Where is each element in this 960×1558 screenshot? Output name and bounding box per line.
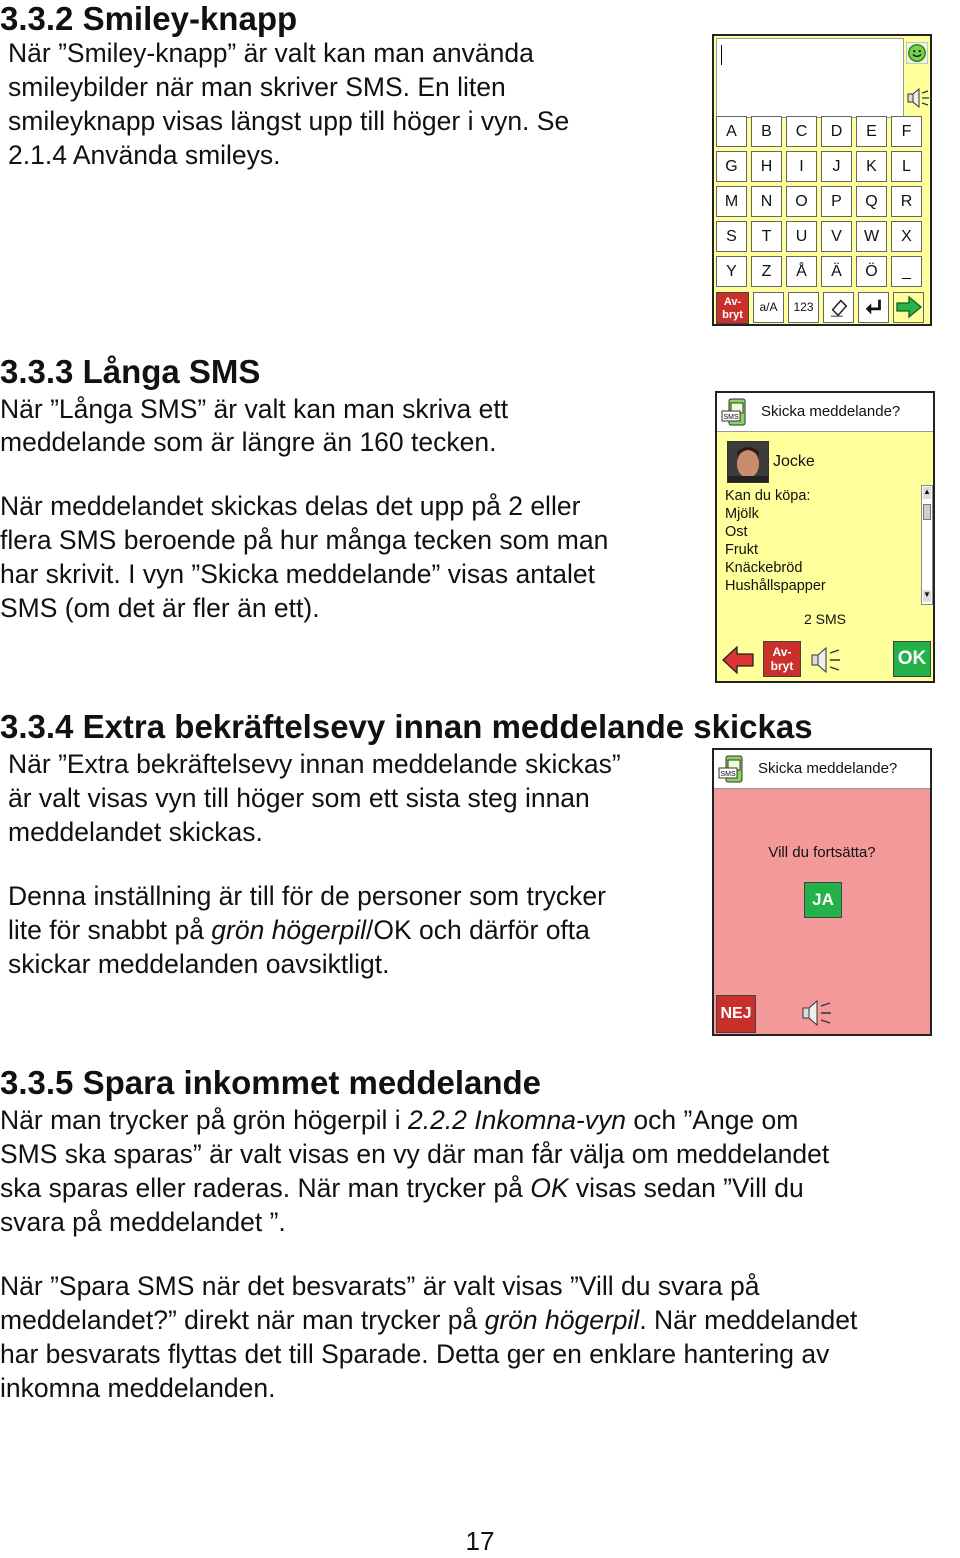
- paragraph-line: 2.1.4 Använda smileys.: [8, 140, 281, 170]
- section-heading: 3.3.5 Spara inkommet meddelande: [0, 1064, 542, 1101]
- letter-key[interactable]: Ö: [856, 256, 887, 287]
- cancel-button[interactable]: Av- bryt: [763, 641, 801, 677]
- letter-key[interactable]: Ä: [821, 256, 852, 287]
- emphasis-text: grön högerpil: [211, 915, 366, 945]
- confirm-question: Vill du fortsätta?: [768, 844, 876, 861]
- letter-key[interactable]: V: [821, 221, 852, 252]
- section-heading: 3.3.2 Smiley-knapp: [0, 0, 298, 37]
- letter-key[interactable]: R: [891, 186, 922, 217]
- contact-avatar: [727, 441, 769, 483]
- text-span: och ”Ange om: [626, 1105, 799, 1135]
- scrollbar[interactable]: [921, 485, 933, 605]
- paragraph-line: När ”Spara SMS när det besvarats” är valt visas ”Vill du svara på: [0, 1271, 760, 1301]
- space-key[interactable]: _: [891, 256, 922, 287]
- sms-phone-icon: [718, 754, 748, 784]
- paragraph-line: När ”Smiley-knapp” är valt kan man använda: [8, 38, 534, 68]
- scroll-up-icon[interactable]: ▲: [923, 487, 931, 499]
- letter-key[interactable]: N: [751, 186, 782, 217]
- svg-text:SMS: SMS: [723, 414, 739, 421]
- confirm-screen: [712, 748, 932, 1036]
- letter-key[interactable]: M: [716, 186, 747, 217]
- paragraph-line: När ”Långa SMS” är valt kan man skriva ett: [0, 394, 509, 424]
- paragraph-line: När meddelandet skickas delas det upp på 2 eller: [0, 491, 581, 521]
- letter-key[interactable]: B: [751, 116, 782, 147]
- yes-button[interactable]: JA: [804, 882, 842, 918]
- paragraph-line: [0, 1171, 804, 1206]
- letter-key[interactable]: D: [821, 116, 852, 147]
- contact-name: Jocke: [773, 453, 815, 470]
- letter-key[interactable]: J: [821, 151, 852, 182]
- enter-key[interactable]: [858, 292, 889, 323]
- screen-title: Skicka meddelande?: [761, 403, 901, 420]
- svg-text:SMS: SMS: [720, 771, 736, 778]
- case-toggle-key[interactable]: a/A: [753, 292, 784, 323]
- letter-key[interactable]: Z: [751, 256, 782, 287]
- paragraph-line: skickar meddelanden oavsiktligt.: [8, 949, 390, 979]
- message-line: Hushållspapper: [725, 578, 826, 594]
- section-heading: 3.3.4 Extra bekräftelsevy innan meddelande skickas: [0, 708, 813, 745]
- letter-key[interactable]: W: [856, 221, 887, 252]
- speaker-icon[interactable]: [800, 998, 834, 1028]
- avatar-photo-icon: [728, 442, 768, 482]
- scroll-down-icon[interactable]: ▼: [923, 590, 931, 602]
- text-span: meddelandet?” direkt när man trycker på: [0, 1305, 485, 1335]
- page-number: 17: [465, 1526, 495, 1556]
- sms-count: 2 SMS: [803, 611, 846, 627]
- letter-key[interactable]: Y: [716, 256, 747, 287]
- paragraph-line: har besvarats flyttas det till Sparade. Detta ger en enklare hantering av: [0, 1339, 830, 1369]
- paragraph-line: SMS (om det är fler än ett).: [0, 593, 320, 623]
- green-right-arrow-icon: [895, 295, 923, 319]
- paragraph-line: smileybilder när man skriver SMS. En liten: [8, 72, 506, 102]
- screen-header: [714, 750, 930, 789]
- letter-key[interactable]: C: [786, 116, 817, 147]
- letter-key[interactable]: E: [856, 116, 887, 147]
- screen-title: Skicka meddelande?: [758, 760, 898, 777]
- letter-key[interactable]: I: [786, 151, 817, 182]
- letter-key[interactable]: T: [751, 221, 782, 252]
- paragraph-line: SMS ska sparas” är valt visas en vy där man får välja om meddelandet: [0, 1139, 830, 1169]
- letter-key[interactable]: Q: [856, 186, 887, 217]
- text-span: När man trycker på grön högerpil i: [0, 1105, 408, 1135]
- paragraph-line: När ”Extra bekräftelsevy innan meddelande skickas”: [8, 749, 621, 779]
- letter-key[interactable]: A: [716, 116, 747, 147]
- letter-key[interactable]: U: [786, 221, 817, 252]
- keyboard-screen: [712, 34, 932, 326]
- paragraph-line: meddelandet skickas.: [8, 817, 263, 847]
- text-span: lite för snabbt på: [8, 915, 212, 945]
- emphasis-text: OK: [530, 1173, 569, 1203]
- numbers-key[interactable]: 123: [788, 292, 819, 323]
- text-span: /OK och därför ofta: [366, 915, 590, 945]
- ok-button[interactable]: OK: [893, 641, 931, 677]
- emphasis-text: 2.2.2 Inkomna-vyn: [407, 1105, 626, 1135]
- paragraph-line: har skrivit. I vyn ”Skicka meddelande” visas antalet: [0, 559, 596, 589]
- message-preview: [725, 487, 826, 595]
- text-caret: [721, 45, 722, 65]
- paragraph-line: Denna inställning är till för de personer som trycker: [8, 881, 606, 911]
- letter-key[interactable]: K: [856, 151, 887, 182]
- message-line: Mjölk: [725, 506, 759, 522]
- letter-key[interactable]: S: [716, 221, 747, 252]
- paragraph-line: inkomna meddelanden.: [0, 1373, 276, 1403]
- paragraph-line: smileyknapp visas längst upp till höger i vyn. Se: [8, 106, 570, 136]
- letter-key[interactable]: H: [751, 151, 782, 182]
- screen-header: [717, 393, 933, 432]
- paragraph-line: [8, 913, 590, 948]
- letter-key[interactable]: O: [786, 186, 817, 217]
- message-line: Frukt: [725, 542, 759, 558]
- letter-key[interactable]: X: [891, 221, 922, 252]
- paragraph-line: meddelande som är längre än 160 tecken.: [0, 427, 497, 457]
- paragraph-line: flera SMS beroende på hur många tecken som man: [0, 525, 609, 555]
- cancel-button[interactable]: Av- bryt: [716, 292, 749, 324]
- text-span: visas sedan ”Vill du: [568, 1173, 804, 1203]
- back-arrow-icon[interactable]: [721, 643, 755, 677]
- enter-icon: [863, 296, 885, 318]
- text-span: . När meddelandet: [639, 1305, 858, 1335]
- scroll-thumb[interactable]: [923, 504, 931, 520]
- letter-key[interactable]: F: [891, 116, 922, 147]
- section-heading: 3.3.3 Långa SMS: [0, 353, 261, 390]
- message-textarea[interactable]: [716, 38, 904, 118]
- letter-key[interactable]: Å: [786, 256, 817, 287]
- next-key[interactable]: [893, 292, 924, 323]
- smiley-icon[interactable]: [906, 42, 928, 64]
- letter-key[interactable]: G: [716, 151, 747, 182]
- letter-key[interactable]: L: [891, 151, 922, 182]
- speaker-icon[interactable]: [906, 88, 930, 108]
- paragraph-line: [0, 1103, 798, 1138]
- emphasis-text: grön högerpil: [484, 1305, 640, 1335]
- sms-phone-icon: [721, 397, 751, 427]
- send-message-screen: [715, 391, 935, 683]
- message-line: Ost: [725, 524, 748, 540]
- message-line: Kan du köpa:: [725, 488, 811, 504]
- speaker-icon[interactable]: [809, 645, 843, 675]
- letter-key[interactable]: P: [821, 186, 852, 217]
- message-line: Knäckebröd: [725, 560, 803, 576]
- paragraph-line: är valt visas vyn till höger som ett sista steg innan: [8, 783, 590, 813]
- text-span: ska sparas eller raderas. När man trycker på: [0, 1173, 531, 1203]
- eraser-icon: [828, 296, 850, 318]
- paragraph-line: [0, 1303, 857, 1338]
- no-button[interactable]: NEJ: [716, 995, 756, 1033]
- paragraph-line: svara på meddelandet ”.: [0, 1207, 286, 1237]
- eraser-key[interactable]: [823, 292, 854, 323]
